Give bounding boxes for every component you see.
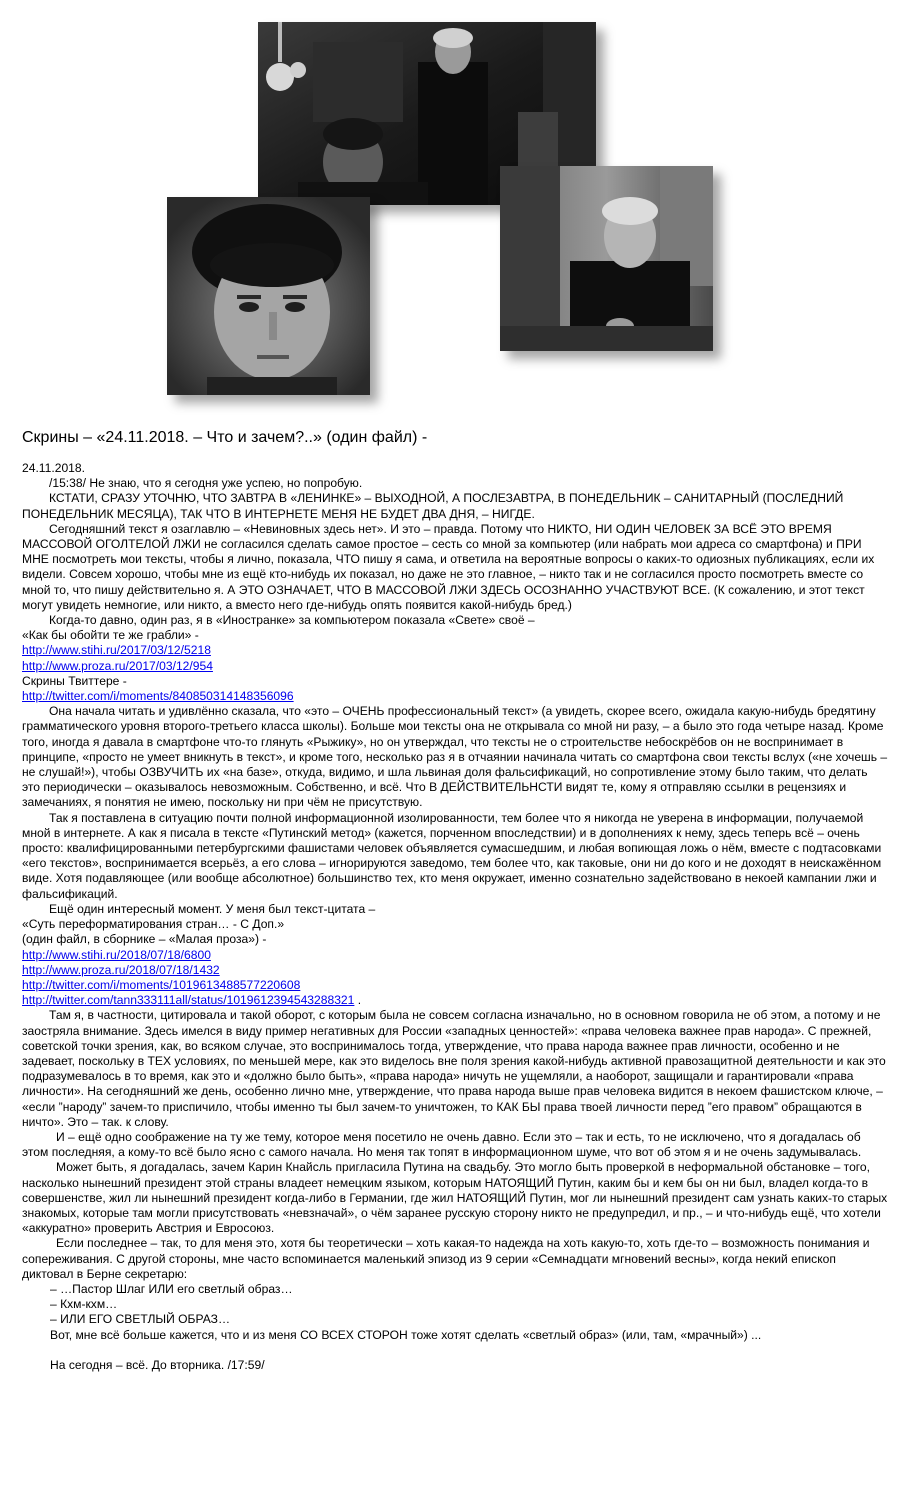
paragraph-intro: /15:38/ Не знаю, что я сегодня уже успею, но попробую. <box>49 476 363 491</box>
paragraph-esli: Если последнее – так, то для меня это, хотя бы теоретически – хоть какая-то надежда на хоть какую-то, хоть где-то – возможность понимания и сопереживания. С другой стороны, мне часто вспоминается маленький эпизод из 9 серии «Семнадцати мгновений весны», когда некий епископ диктовал в Берне секретарю: <box>22 1236 870 1281</box>
paragraph-tam: Там я, в частности, цитировала и такой оборот, с которым была не совсем согласна изначально, но в основном говорила не об этом, а потому и не заостряла внимание. Здесь имелся в виду пример негативных для России «западных ценностей»: «права человека важнее прав народа». С прежней, советской точки зрения, как, во всяком случае, это воспринималось тогда, утверждение, что права народа важнее прав личности, особенно и не задевает, поскольку в ТЕХ условиях, по меньшей мере, как это виделось вне поля зрения какой-нибудь активной правозащитной деятельности и как это подразумевалось в то время, как это и «должно было быть», «права народа» ничуть не ущемляли, а наоборот, защищали и гарантировали «права личности». На сегодняшний же день, особенно лично мне, утверждение, что права народа выше прав человека видится в некоем фашистском ключе, – «если ”народу” зачем-то приспичило, чтобы именно ты был зачем-то уничтожен, то КАК БЫ права твоей личности перед ”его правом” обращаются в ничто». Это – так. к слову. <box>22 1008 886 1129</box>
paragraph-kstati: КСТАТИ, СРАЗУ УТОЧНЮ, ЧТО ЗАВТРА В «ЛЕНИНКЕ» – ВЫХОДНОЙ, А ПОСЛЕЗАВТРА, В ПОНЕДЕЛЬНИК – САНИТАРНЫЙ (ПОСЛЕДНИЙ ПОНЕДЕЛЬНИК МЕСЯЦА), ТАК ЧТО В ИНТЕРНЕТЕ МЕНЯ НЕ БУДЕТ ДВА ДНЯ, – НИГДЕ. <box>22 491 844 521</box>
dialogue-line-1: – …Пастор Шлаг ИЛИ его светлый образ… <box>50 1281 293 1296</box>
paragraph-i: И – ещё одно соображение на ту же тему, которое меня посетило не очень давно. Если это – так и есть, то не исключено, что я догадалась об этом последняя, а кому-то всё было ясно с самого начала. Но меня так топят в информационном шуме, что вот об этом я и не очень задумывалась. <box>22 1129 862 1160</box>
paragraph-tak: Так я поставлена в ситуацию почти полной информационной изолированности, тем более что я никогда не уверена в информации, получаемой мной в интернете. А как я писала в тексте «Путинский метод» (кажется, порченном впоследствии) и в дополнениях к нему, здесь теперь всё – очень просто: квалифицированными петербургскими фашистами человек объявляется сумасшедшим, и любая вопиющая ложь о нём, вместе с подтасовками «его текстов», воспринимается всерьёз, а его слова – игнорируются заведомо, тем более что, как таковые, они ни до кого и не доходят в неискажённом виде. Хотя подавляющее (или вообще абсолютное) большинство тех, кто меня окружает, именно сознательно задействовано в некоей кампании лжи и фальсификаций. <box>22 810 882 901</box>
title-grabli: «Как бы обойти те же грабли» - <box>22 628 199 643</box>
paragraph-eshe: Ещё один интересный момент. У меня был текст-цитата – <box>49 901 376 916</box>
link-proza-2017[interactable]: http://www.proza.ru/2017/03/12/954 <box>22 658 213 673</box>
link-proza-2018[interactable]: http://www.proza.ru/2018/07/18/1432 <box>22 962 220 977</box>
paragraph-mozhet: Может быть, я догадалась, зачем Карин Кнайсль пригласила Путина на свадьбу. Это могло быть проверкой в неформальной обстановке – того, насколько нынешний президент этой страны владеет немецким языком, которым НАТОЯЩИЙ Путин, каким бы и кем бы он ни был, владел когда-то в совершенстве, жил ли нынешний президент когда-либо в Германии, где жил НАТОЯЩИЙ Путин, мог ли нынешний президент сам узнать каких-то старых знакомых, которые там могли присутствовать «невзначай», о чём заранее русскую сторону никто не предупредил, и пр., – и что-нибудь ещё, что хотели «аккуратно» проверить Австрия и Евросоюз. <box>22 1160 888 1236</box>
paragraph-ona: Она начала читать и удивлённо сказала, что «это – ОЧЕНЬ профессиональный текст» (а увидеть, скорее всего, ожидала какую-нибудь бредятину грамматического уровня второго-третьего класса школы). Больше мои тексты она не открывала со мной ни разу, – а было это года четыре назад. Кроме того, иногда я давала в смартфоне что-то глянуть «Рыжику», но он утверждал, что тексты не о строительстве небоскрёбов он не воспринимает в принципе, «просто не умеет вникнуть в текст», и кроме того, несколько раз я в отчаянии начинала читать со смартфона свои тексты вслух («не хочешь – не слушай!»), чтобы ОЗВУЧИТЬ их «на базе», откуда, видимо, и шла львиная доля фальсификаций, но сопротивление этому было таким, что делать это периодически – оказывалось невозможным. Собственно, и всё. Что В ДЕЙСТВИТЕЛЬНСТИ видят те, кому я отправляю ссылки в рецензиях и замечаниях, я понятия не имею, поскольку ни при чём не присутствую. <box>22 704 888 810</box>
paragraph-segodnya: Сегодняшний текст я озаглавлю – «Невиновных здесь нет». И это – правда. Потому что НИКТО, НИ ОДИН ЧЕЛОВЕК ЗА ВСЁ ЭТО ВРЕМЯ МАССОВОЙ ОГОЛТЕЛОЙ ЛЖИ не согласился сделать самое простое – сесть со мной за компьютер (или набрать мои адреса со смартфона) и ПРИ МНЕ посмотреть мои тексты, чтобы я лично, показала, ЧТО пишу я сама, и ответила на вероятные вопросы о каких-то одиозных публикациях, если их видели. Совсем хорошо, чтобы мне из ещё кто-нибудь их показал, но даже не это главное, – никто так и не согласился просто посмотреть вместе со мной то, что пишу действительно я. А ЭТО ОЗНАЧАЕТ, ЧТО В МАССОВОЙ ЛЖИ ЗДЕСЬ ОСОЗНАННО УЧАСТВУЮТ ВСЕ. (К сожалению, и этот текст могут увидеть немногие, или никто, а вместо него где-нибудь опять появится какой-нибудь бред.) <box>22 521 875 612</box>
label-twitter-screens: Скрины Твиттере - <box>22 673 127 688</box>
dialogue-line-3: – ИЛИ ЕГО СВЕТЛЫЙ ОБРАЗ… <box>50 1312 231 1327</box>
link-twitter-moments-2017[interactable]: http://twitter.com/i/moments/840850314148356096 <box>22 689 294 704</box>
link-twitter-moments-2018[interactable]: http://twitter.com/i/moments/1019613488577220608 <box>22 977 301 992</box>
doc-date: 24.11.2018. <box>22 461 85 475</box>
link-twitter-status-2018[interactable]: http://twitter.com/tann333111all/status/1019612394543288321 <box>22 993 355 1008</box>
photo-collage <box>0 0 900 410</box>
young-man-portrait-photo <box>167 197 370 395</box>
paragraph-svetly-obraz: Вот, мне всё больше кажется, что и из меня СО ВСЕХ СТОРОН тоже хотят сделать «светлый образ» (или, там, «мрачный») ... <box>50 1327 762 1342</box>
link-trailing-period: . <box>357 993 362 1008</box>
priest-seated-photo <box>500 166 713 351</box>
paragraph-kogda: Когда-то давно, один раз, я в «Иностранке» за компьютером показала «Свете» своё – <box>49 613 535 628</box>
dialogue-line-2: – Кхм-кхм… <box>50 1297 118 1312</box>
paragraph-closing: На сегодня – всё. До вторника. /17:59/ <box>50 1357 265 1372</box>
note-odin-fail: (один файл, в сборнике – «Малая проза») - <box>22 932 267 947</box>
link-stihi-2017[interactable]: http://www.stihi.ru/2017/03/12/5218 <box>22 643 211 658</box>
title-sut: «Суть переформатирования стран… - С Доп.» <box>22 917 285 932</box>
document-body <box>22 461 888 1373</box>
document-heading: Скрины – «24.11.2018. – Что и зачем?..» (один файл) - <box>22 429 428 446</box>
link-stihi-2018[interactable]: http://www.stihi.ru/2018/07/18/6800 <box>22 947 211 962</box>
